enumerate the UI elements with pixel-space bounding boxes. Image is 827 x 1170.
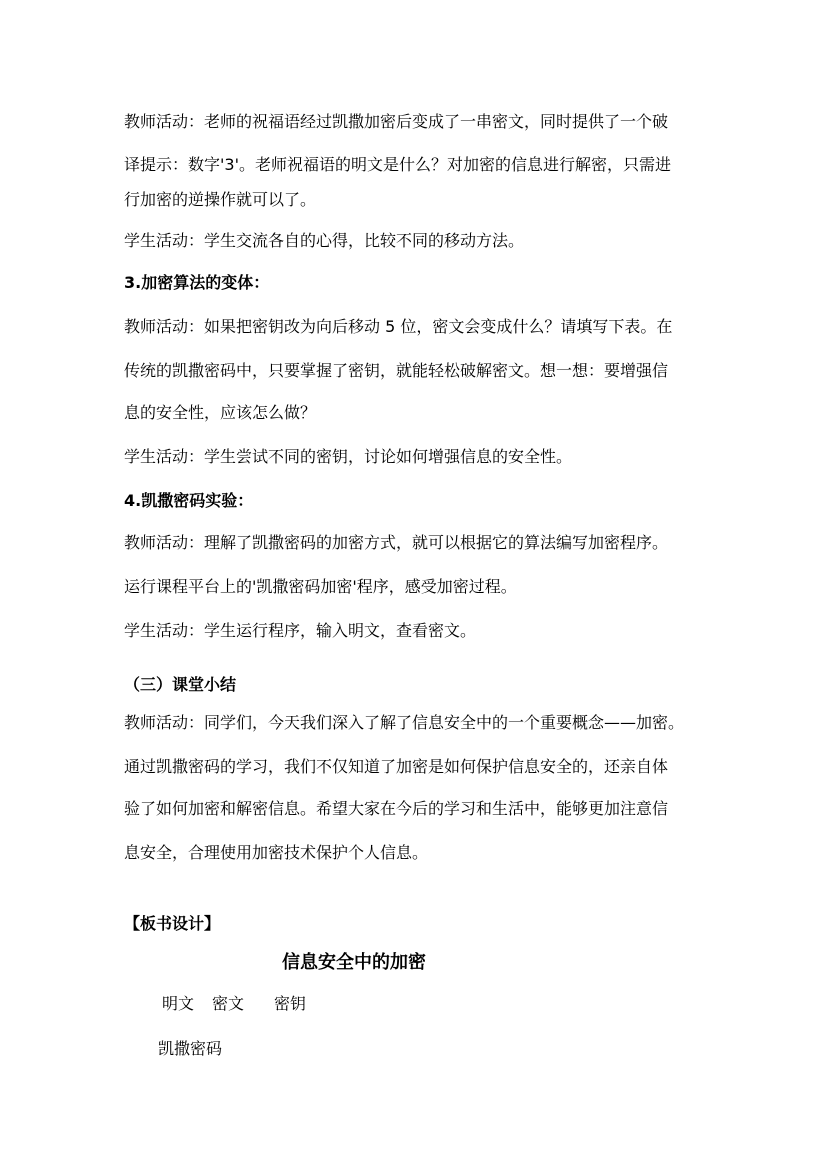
- section-heading-variant: 3.加密算法的变体：: [124, 273, 270, 292]
- student-activity-line-1: 学生活动：学生交流各自的心得，比较不同的移动方法。: [124, 231, 525, 250]
- experiment-teacher-line-2: 运行课程平台上的'凯撒密码加密'程序，感受加密过程。: [124, 577, 517, 596]
- board-term-key: 密钥: [274, 994, 307, 1013]
- variant-teacher-line-2: 传统的凯撒密码中，只要掌握了密钥，就能轻松破解密文。想一想：要增强信: [124, 361, 669, 380]
- variant-student-line-1: 学生活动：学生尝试不同的密钥，讨论如何增强信息的安全性。: [124, 447, 573, 466]
- summary-line-3: 验了如何加密和解密信息。希望大家在今后的学习和生活中，能够更加注意信: [124, 799, 669, 818]
- summary-line-4: 息安全，合理使用加密技术保护个人信息。: [124, 843, 429, 862]
- teacher-activity-line-1: 教师活动：老师的祝福语经过凯撒加密后变成了一串密文，同时提供了一个破: [124, 112, 669, 131]
- variant-teacher-line-1: 教师活动：如果把密钥改为向后移动 5 位，密文会变成什么？请填写下表。在: [124, 317, 673, 336]
- teacher-activity-line-2: 译提示：数字'3'。老师祝福语的明文是什么？对加密的信息进行解密，只需进: [124, 155, 671, 174]
- variant-teacher-line-3: 息的安全性，应该怎么做？: [124, 403, 317, 422]
- board-term-ciphertext: 密文: [212, 994, 245, 1013]
- board-design-heading: 【板书设计】: [124, 914, 221, 933]
- board-term-plaintext: 明文: [162, 994, 195, 1013]
- board-title: 信息安全中的加密: [282, 952, 426, 973]
- section-heading-experiment: 4.凯撒密码实验：: [124, 491, 254, 510]
- teacher-activity-line-3: 行加密的逆操作就可以了。: [124, 190, 317, 209]
- experiment-student-line-1: 学生活动：学生运行程序，输入明文，查看密文。: [124, 621, 477, 640]
- summary-line-2: 通过凯撒密码的学习，我们不仅知道了加密是如何保护信息安全的，还亲自体: [124, 757, 669, 776]
- experiment-teacher-line-1: 教师活动：理解了凯撒密码的加密方式，就可以根据它的算法编写加密程序。: [124, 533, 669, 552]
- summary-line-1: 教师活动：同学们，今天我们深入了解了信息安全中的一个重要概念——加密。: [124, 713, 685, 732]
- section-heading-summary: （三）课堂小结: [124, 675, 237, 694]
- board-term-caesar: 凯撒密码: [158, 1039, 223, 1058]
